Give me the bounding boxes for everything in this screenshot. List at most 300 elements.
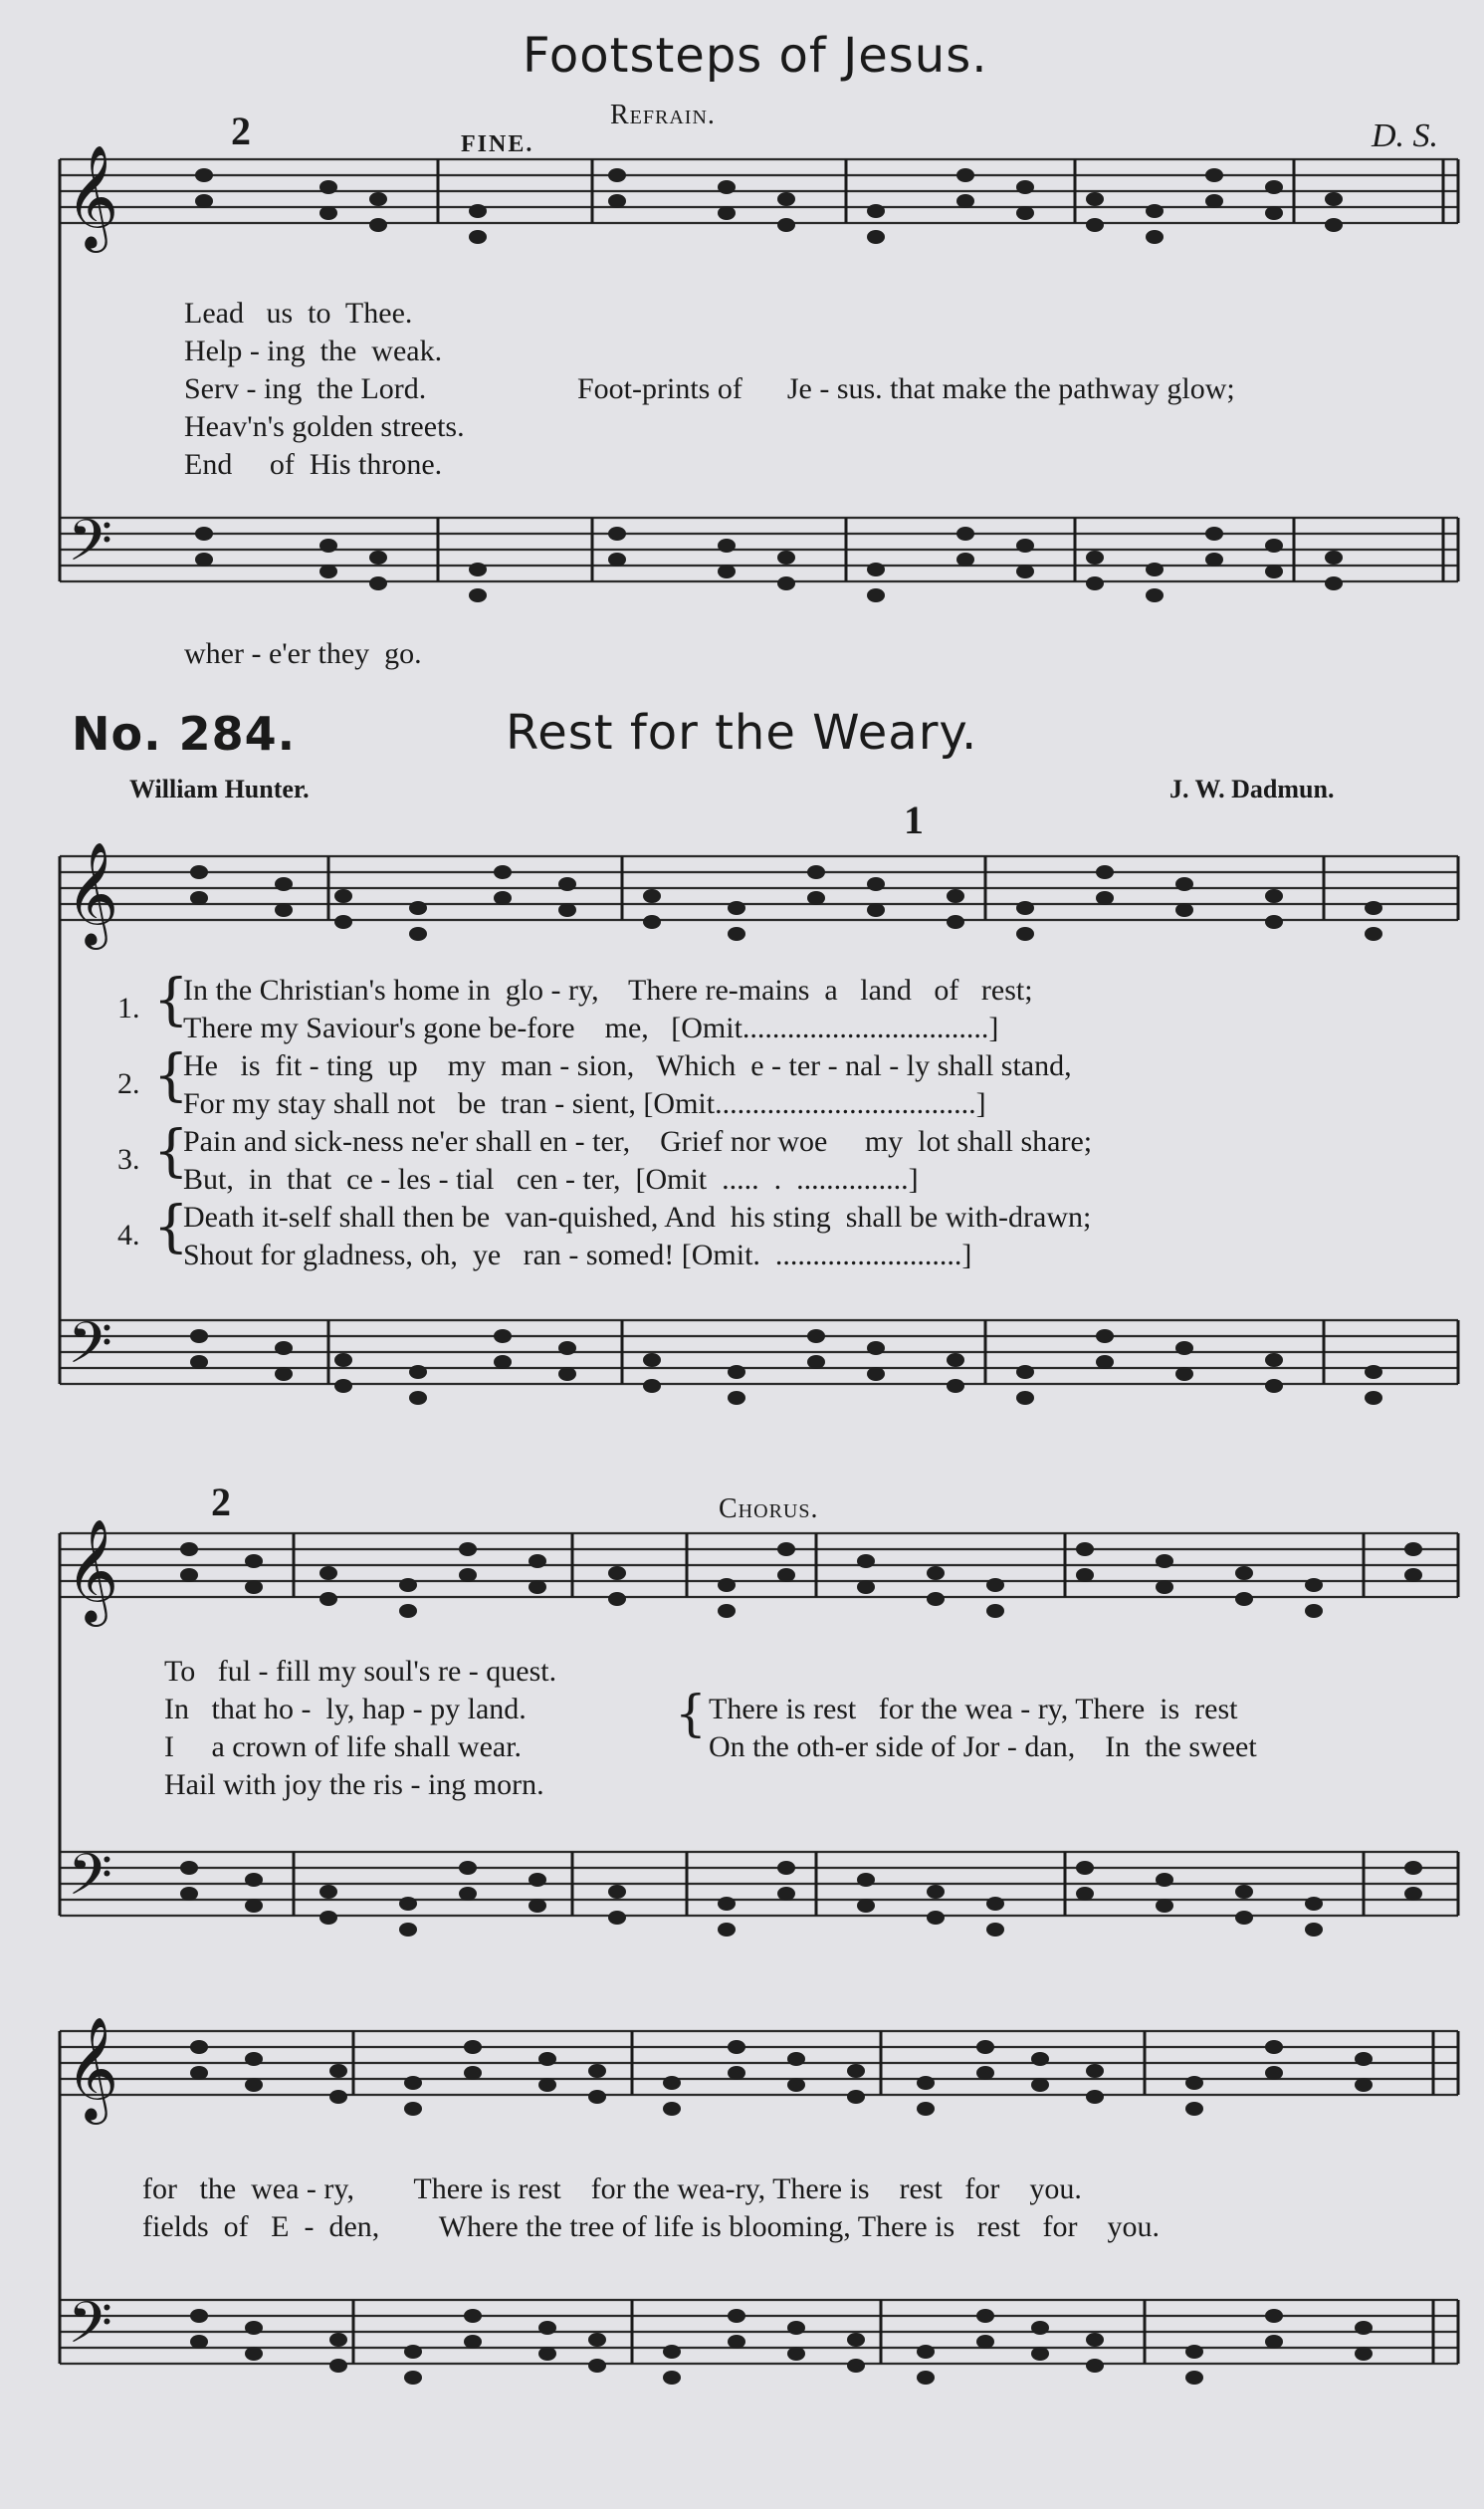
verse-number: 1.: [117, 992, 140, 1025]
treble-1-note: [956, 168, 974, 182]
treble-3-note: [319, 1566, 337, 1580]
bass-1-note: [319, 539, 337, 553]
bass-1-note: [867, 588, 885, 602]
treble-2-note: [558, 877, 576, 891]
treble-3-note: [608, 1592, 626, 1606]
treble-3-note: [529, 1554, 546, 1568]
hymn-title-rest: Rest for the Weary.: [506, 705, 978, 761]
ending-number-2b: 2: [211, 1480, 231, 1524]
treble-4-note: [588, 2064, 606, 2078]
treble-1-note: [1016, 206, 1034, 220]
bass-2-note: [1365, 1391, 1382, 1405]
treble-1-note: [319, 206, 337, 220]
bass-1-note: [469, 563, 487, 576]
treble-3-note: [1305, 1578, 1323, 1592]
treble-4-note: [245, 2052, 263, 2066]
bass-2-note: [728, 1365, 745, 1379]
verse-number: 4.: [117, 1219, 140, 1252]
bass-1-note: [469, 588, 487, 602]
treble-4-note: [588, 2090, 606, 2104]
treble-3-note: [1156, 1554, 1173, 1568]
bass-4-note: [329, 2359, 347, 2373]
bass-3-note: [1404, 1861, 1422, 1875]
treble-2-note: [1016, 901, 1034, 915]
treble-2-note: [1365, 901, 1382, 915]
composer: J. W. Dadmun.: [1169, 775, 1335, 803]
bass-2-note: [1016, 1391, 1034, 1405]
bass-clef-icon: 𝄢: [68, 2289, 113, 2371]
bass-4-note: [464, 2335, 482, 2349]
bass-4-note: [538, 2347, 556, 2361]
treble-4-note: [976, 2040, 994, 2054]
bass-2-note: [334, 1353, 352, 1367]
treble-3-note: [399, 1604, 417, 1618]
bass-3-note: [1156, 1873, 1173, 1887]
treble-2-note: [1175, 877, 1193, 891]
treble-2-note: [1016, 927, 1034, 941]
treble-4-note: [663, 2102, 681, 2116]
treble-4-note: [404, 2076, 422, 2090]
treble-3-note: [777, 1542, 795, 1556]
bass-3-note: [1076, 1887, 1094, 1901]
bass-3-note: [608, 1885, 626, 1899]
treble-2-note: [494, 865, 512, 879]
hymn1-bass-lyric: wher - e'er they go.: [184, 637, 422, 670]
treble-2-note: [190, 891, 208, 905]
hymn1-lyric-4: Heav'n's golden streets.: [184, 410, 465, 443]
treble-2-note: [275, 903, 293, 917]
bass-2-note: [190, 1329, 208, 1343]
treble-1-note: [1325, 218, 1343, 232]
treble-4-note: [1265, 2040, 1283, 2054]
bass-1-note: [369, 551, 387, 565]
bass-1-note: [1205, 527, 1223, 541]
treble-4-note: [1086, 2090, 1104, 2104]
treble-2-note: [643, 889, 661, 903]
treble-3-note: [927, 1592, 945, 1606]
treble-2-note: [1175, 903, 1193, 917]
bass-1-note: [718, 539, 736, 553]
bass-4-note: [847, 2333, 865, 2347]
verse-number: 2.: [117, 1067, 140, 1100]
treble-4-note: [976, 2066, 994, 2080]
treble-1-note: [1265, 180, 1283, 194]
bass-1-note: [777, 551, 795, 565]
treble-4-note: [917, 2076, 935, 2090]
bass-2-note: [190, 1355, 208, 1369]
bass-4-note: [190, 2335, 208, 2349]
treble-2-note: [558, 903, 576, 917]
treble-4-note: [538, 2078, 556, 2092]
bass-2-note: [494, 1329, 512, 1343]
bass-2-note: [275, 1367, 293, 1381]
treble-4-note: [404, 2102, 422, 2116]
bass-2-note: [1365, 1365, 1382, 1379]
chorus-lyric-1: There is rest for the wea - ry, There is rest: [709, 1693, 1238, 1725]
bass-3-note: [180, 1861, 198, 1875]
bass-3-note: [718, 1923, 736, 1937]
treble-1-note: [469, 230, 487, 244]
treble-1-note: [319, 180, 337, 194]
bass-4-note: [245, 2347, 263, 2361]
bass-2-note: [1096, 1355, 1114, 1369]
bass-1-note: [1205, 553, 1223, 567]
treble-3-note: [857, 1580, 875, 1594]
treble-4-note: [1265, 2066, 1283, 2080]
treble-3-note: [459, 1568, 477, 1582]
treble-1-note: [1325, 192, 1343, 206]
bass-4-note: [588, 2333, 606, 2347]
ending-lyric-4: Hail with joy the ris - ing morn.: [164, 1768, 544, 1801]
treble-1-note: [369, 192, 387, 206]
bass-3-note: [319, 1911, 337, 1925]
verse-4-line-1: Death it-self shall then be van-quished, And his sting shall be with-drawn;: [183, 1201, 1092, 1234]
bass-1-note: [319, 565, 337, 578]
treble-1-note: [1086, 192, 1104, 206]
bass-2-note: [867, 1367, 885, 1381]
treble-2-note: [1365, 927, 1382, 941]
treble-clef-icon: 𝄞: [66, 841, 119, 946]
bass-clef-icon: 𝄢: [68, 507, 113, 588]
bass-3-note: [777, 1861, 795, 1875]
bass-2-note: [807, 1329, 825, 1343]
bass-4-note: [976, 2335, 994, 2349]
treble-1-note: [1016, 180, 1034, 194]
treble-4-note: [728, 2066, 745, 2080]
bass-2-note: [334, 1379, 352, 1393]
treble-4-note: [190, 2066, 208, 2080]
bass-4-note: [329, 2333, 347, 2347]
bass-3-note: [1305, 1897, 1323, 1911]
bass-4-note: [1185, 2345, 1203, 2359]
bass-1-note: [1325, 576, 1343, 590]
bass-2-note: [1096, 1329, 1114, 1343]
bass-2-note: [1175, 1367, 1193, 1381]
bass-2-note: [1265, 1379, 1283, 1393]
ending-number-1: 1: [904, 798, 924, 842]
hymn1-lyric-1: Lead us to Thee.: [184, 297, 413, 330]
bass-2-note: [947, 1379, 964, 1393]
treble-3-note: [1404, 1542, 1422, 1556]
treble-4-note: [787, 2078, 805, 2092]
bass-1-note: [1086, 576, 1104, 590]
treble-1-note: [718, 206, 736, 220]
treble-4-note: [245, 2078, 263, 2092]
chorus-lyric-2: On the oth-er side of Jor - dan, In the sweet: [709, 1730, 1257, 1763]
treble-3-note: [986, 1578, 1004, 1592]
treble-3-note: [1235, 1566, 1253, 1580]
treble-3-note: [718, 1578, 736, 1592]
bass-3-note: [1404, 1887, 1422, 1901]
treble-1-note: [1086, 218, 1104, 232]
bass-4-note: [404, 2371, 422, 2385]
hymn-title-footsteps: Footsteps of Jesus.: [523, 28, 988, 84]
bass-2-note: [947, 1353, 964, 1367]
bass-4-note: [917, 2345, 935, 2359]
bass-4-note: [1086, 2359, 1104, 2373]
bass-1-note: [1016, 565, 1034, 578]
bass-3-note: [986, 1923, 1004, 1937]
treble-3-note: [857, 1554, 875, 1568]
bass-1-note: [1265, 565, 1283, 578]
bass-3-note: [1235, 1911, 1253, 1925]
treble-3-note: [986, 1604, 1004, 1618]
bass-1-note: [369, 576, 387, 590]
bass-3-note: [459, 1861, 477, 1875]
treble-2-note: [728, 927, 745, 941]
bass-4-note: [1265, 2309, 1283, 2323]
bass-2-note: [807, 1355, 825, 1369]
bass-1-note: [718, 565, 736, 578]
hymn1-refrain-lyric: Foot-prints of Je - sus. that make the pathway glow;: [577, 372, 1235, 405]
treble-1-note: [608, 168, 626, 182]
treble-4-note: [847, 2064, 865, 2078]
treble-3-note: [777, 1568, 795, 1582]
treble-2-note: [643, 915, 661, 929]
treble-2-note: [807, 865, 825, 879]
bass-3-note: [986, 1897, 1004, 1911]
bass-1-note: [608, 553, 626, 567]
bass-4-note: [1355, 2321, 1373, 2335]
bass-4-note: [1086, 2333, 1104, 2347]
treble-3-note: [608, 1566, 626, 1580]
treble-2-note: [190, 865, 208, 879]
treble-2-note: [867, 903, 885, 917]
treble-4-note: [1355, 2052, 1373, 2066]
bass-1-note: [1325, 551, 1343, 565]
bass-4-note: [464, 2309, 482, 2323]
bass-2-note: [558, 1367, 576, 1381]
bass-4-note: [1031, 2347, 1049, 2361]
bass-1-note: [195, 527, 213, 541]
treble-4-note: [1355, 2078, 1373, 2092]
treble-clef-icon: 𝄞: [66, 144, 119, 249]
treble-2-note: [947, 915, 964, 929]
treble-3-note: [180, 1542, 198, 1556]
bass-1-note: [1265, 539, 1283, 553]
treble-2-note: [728, 901, 745, 915]
bass-4-note: [917, 2371, 935, 2385]
treble-4-note: [917, 2102, 935, 2116]
bass-4-note: [245, 2321, 263, 2335]
bass-3-note: [245, 1899, 263, 1913]
treble-1-note: [1205, 168, 1223, 182]
treble-4-note: [464, 2066, 482, 2080]
treble-3-note: [927, 1566, 945, 1580]
verse-number: 3.: [117, 1143, 140, 1176]
treble-3-note: [529, 1580, 546, 1594]
author: William Hunter.: [129, 775, 310, 803]
bass-1-note: [956, 527, 974, 541]
treble-1-note: [1265, 206, 1283, 220]
bass-3-note: [857, 1873, 875, 1887]
treble-1-note: [1146, 204, 1164, 218]
bass-4-note: [787, 2347, 805, 2361]
bass-2-note: [409, 1391, 427, 1405]
bass-3-note: [1235, 1885, 1253, 1899]
bass-1-note: [1016, 539, 1034, 553]
treble-4-note: [190, 2040, 208, 2054]
treble-1-note: [956, 194, 974, 208]
bass-2-note: [643, 1353, 661, 1367]
bass-3-note: [927, 1885, 945, 1899]
treble-1-note: [1205, 194, 1223, 208]
bass-3-note: [857, 1899, 875, 1913]
bass-4-note: [1031, 2321, 1049, 2335]
treble-2-note: [1096, 865, 1114, 879]
treble-4-note: [1086, 2064, 1104, 2078]
treble-1-note: [1146, 230, 1164, 244]
bass-4-note: [663, 2345, 681, 2359]
treble-3-note: [245, 1580, 263, 1594]
final-lyric-2: fields of E - den, Where the tree of life is blooming, There is rest for you.: [142, 2210, 1160, 2243]
bass-3-note: [529, 1873, 546, 1887]
treble-4-note: [1031, 2078, 1049, 2092]
treble-1-note: [369, 218, 387, 232]
treble-3-note: [1076, 1542, 1094, 1556]
bass-1-note: [867, 563, 885, 576]
treble-3-note: [459, 1542, 477, 1556]
treble-1-note: [867, 204, 885, 218]
treble-2-note: [807, 891, 825, 905]
bass-1-note: [195, 553, 213, 567]
bass-3-note: [777, 1887, 795, 1901]
treble-2-note: [409, 927, 427, 941]
bass-3-note: [319, 1885, 337, 1899]
verse-1-line-1: In the Christian's home in glo - ry, There re-mains a land of rest;: [183, 974, 1033, 1007]
verse-2-line-1: He is fit - ting up my man - sion, Which e - ter - nal - ly shall stand,: [183, 1049, 1072, 1082]
bass-3-note: [399, 1923, 417, 1937]
bass-2-note: [643, 1379, 661, 1393]
treble-3-note: [1076, 1568, 1094, 1582]
treble-2-note: [867, 877, 885, 891]
bass-1-note: [777, 576, 795, 590]
treble-3-note: [718, 1604, 736, 1618]
refrain-label: Refrain.: [610, 100, 716, 130]
bass-3-note: [529, 1899, 546, 1913]
treble-1-note: [777, 192, 795, 206]
treble-3-note: [1305, 1604, 1323, 1618]
bass-2-note: [1016, 1365, 1034, 1379]
verse-2-line-2: For my stay shall not be tran - sient, [Omit...................................]: [183, 1087, 986, 1120]
treble-4-note: [464, 2040, 482, 2054]
bass-3-note: [245, 1873, 263, 1887]
bass-4-note: [588, 2359, 606, 2373]
treble-4-note: [728, 2040, 745, 2054]
treble-4-note: [538, 2052, 556, 2066]
bass-3-note: [608, 1911, 626, 1925]
bass-1-note: [1086, 551, 1104, 565]
treble-1-note: [777, 218, 795, 232]
treble-2-note: [494, 891, 512, 905]
treble-1-note: [195, 194, 213, 208]
treble-3-note: [1156, 1580, 1173, 1594]
hymn-number: No. 284.: [72, 707, 297, 761]
verse-3-line-1: Pain and sick-ness ne'er shall en - ter, Grief nor woe my lot shall share;: [183, 1125, 1093, 1158]
treble-4-note: [787, 2052, 805, 2066]
bass-4-note: [190, 2309, 208, 2323]
final-lyric-1: for the wea - ry, There is rest for the wea-ry, There is rest for you.: [142, 2172, 1082, 2205]
bass-3-note: [1305, 1923, 1323, 1937]
bass-3-note: [180, 1887, 198, 1901]
bass-4-note: [1265, 2335, 1283, 2349]
bass-2-note: [867, 1341, 885, 1355]
treble-1-note: [195, 168, 213, 182]
bass-1-note: [608, 527, 626, 541]
ending-lyric-3: I a crown of life shall wear.: [164, 1730, 523, 1763]
hymn1-lyric-3: Serv - ing the Lord.: [184, 372, 427, 405]
treble-4-note: [1185, 2076, 1203, 2090]
treble-4-note: [663, 2076, 681, 2090]
bass-2-note: [409, 1365, 427, 1379]
bass-1-note: [1146, 563, 1164, 576]
bass-4-note: [663, 2371, 681, 2385]
treble-3-note: [399, 1578, 417, 1592]
bass-4-note: [847, 2359, 865, 2373]
treble-1-note: [469, 204, 487, 218]
treble-4-note: [1185, 2102, 1203, 2116]
treble-2-note: [409, 901, 427, 915]
treble-3-note: [245, 1554, 263, 1568]
treble-2-note: [1096, 891, 1114, 905]
treble-4-note: [329, 2064, 347, 2078]
bass-3-note: [718, 1897, 736, 1911]
bass-2-note: [275, 1341, 293, 1355]
treble-4-note: [847, 2090, 865, 2104]
bass-3-note: [399, 1897, 417, 1911]
bass-2-note: [1265, 1353, 1283, 1367]
treble-3-note: [319, 1592, 337, 1606]
bass-4-note: [1355, 2347, 1373, 2361]
bass-2-note: [558, 1341, 576, 1355]
treble-1-note: [718, 180, 736, 194]
ending-lyric-2: In that ho - ly, hap - py land.: [164, 1693, 527, 1725]
bass-1-note: [956, 553, 974, 567]
bass-4-note: [787, 2321, 805, 2335]
bass-4-note: [404, 2345, 422, 2359]
treble-2-note: [947, 889, 964, 903]
treble-1-note: [867, 230, 885, 244]
treble-2-note: [334, 889, 352, 903]
fine-marker: FINE.: [461, 131, 534, 157]
treble-2-note: [334, 915, 352, 929]
bass-3-note: [459, 1887, 477, 1901]
verse-1-line-2: There my Saviour's gone be-fore me, [Omit.................................]: [183, 1012, 999, 1044]
bass-3-note: [927, 1911, 945, 1925]
treble-3-note: [180, 1568, 198, 1582]
bass-3-note: [1156, 1899, 1173, 1913]
treble-4-note: [329, 2090, 347, 2104]
bass-clef-icon: 𝄢: [68, 1309, 113, 1391]
bass-4-note: [728, 2335, 745, 2349]
bass-2-note: [1175, 1341, 1193, 1355]
hymn1-lyric-5: End of His throne.: [184, 448, 443, 481]
verse-4-line-2: Shout for gladness, oh, ye ran - somed! [Omit. .........................]: [183, 1239, 972, 1271]
treble-4-note: [1031, 2052, 1049, 2066]
ending-lyric-1: To ful - fill my soul's re - quest.: [164, 1655, 557, 1688]
treble-1-note: [608, 194, 626, 208]
bass-2-note: [494, 1355, 512, 1369]
hymn1-lyric-2: Help - ing the weak.: [184, 335, 443, 367]
treble-clef-icon: 𝄞: [66, 1518, 119, 1623]
ending-number-2: 2: [231, 109, 251, 153]
bass-2-note: [728, 1391, 745, 1405]
treble-2-note: [1265, 915, 1283, 929]
treble-2-note: [275, 877, 293, 891]
bass-4-note: [1185, 2371, 1203, 2385]
treble-3-note: [1235, 1592, 1253, 1606]
bass-4-note: [976, 2309, 994, 2323]
